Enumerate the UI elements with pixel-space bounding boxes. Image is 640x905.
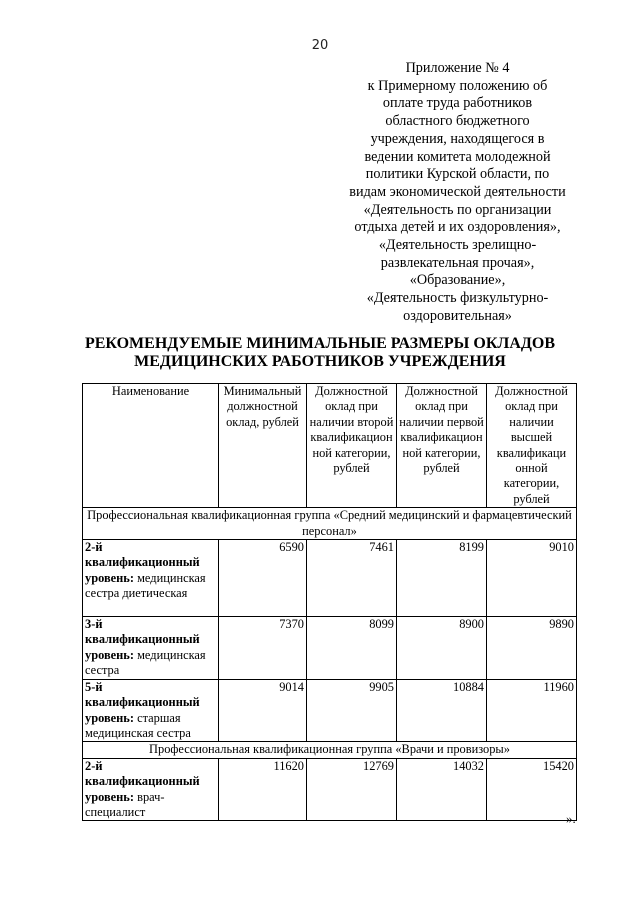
table-row [83, 617, 577, 680]
appendix-line: «Образование», [409, 272, 506, 289]
group-title: Профессиональная квалификационная группа «Средний медицинский и фармацевтический персонал» [83, 508, 577, 540]
appendix-line: оздоровительная» [403, 307, 512, 324]
column-header-first-category: Должностной оклад при наличии первой квалификацион ной категории, рублей [397, 384, 487, 508]
position-name: медицинская сестра диетическая [85, 570, 206, 601]
appendix-line: развлекательная прочая», [380, 254, 535, 271]
title-line: РЕКОМЕНДУЕМЫЕ МИНИМАЛЬНЫЕ РАЗМЕРЫ ОКЛАДОВ [84, 335, 556, 352]
value-cell: 11960 [487, 679, 577, 742]
qualification-cell [83, 540, 219, 617]
appendix-line: к Примерному положению об [367, 77, 548, 94]
table-row [83, 679, 577, 742]
salary-table [82, 383, 577, 821]
table-row [83, 540, 577, 617]
level-label: 2-й квалификационный уровень: [85, 758, 200, 804]
level-label: 5-й квалификационный уровень: [85, 679, 200, 725]
value-cell: 9010 [487, 540, 577, 617]
appendix-line: учреждения, находящегося в [370, 130, 545, 147]
appendix-line: ведении комитета молодежной [364, 148, 551, 165]
appendix-line: «Деятельность зрелищно- [378, 237, 537, 254]
closing-quote-mark: ». [566, 811, 576, 826]
appendix-line: «Деятельность по организации [363, 201, 552, 218]
column-header-min-salary: Минимальный должностной оклад, рублей [219, 384, 307, 508]
appendix-line: видам экономической деятельности [349, 183, 566, 200]
value-cell: 11620 [219, 758, 307, 821]
position-name: старшая медицинская сестра [85, 710, 191, 740]
value-cell: 8900 [397, 617, 487, 680]
value-cell: 9905 [307, 679, 397, 742]
appendix-line: «Деятельность физкультурно- [366, 290, 549, 307]
qualification-cell [83, 679, 219, 742]
group-title: Профессиональная квалификационная группа «Врачи и провизоры» [83, 742, 577, 758]
value-cell: 6590 [219, 540, 307, 617]
document-title [80, 335, 560, 371]
level-label: 3-й квалификационный уровень: [85, 617, 200, 662]
group-row [83, 508, 577, 540]
value-cell: 15420 [487, 758, 577, 821]
value-cell: 10884 [397, 679, 487, 742]
qualification-cell [83, 758, 219, 821]
position-name: медицинская сестра [85, 647, 206, 678]
value-cell: 8199 [397, 540, 487, 617]
qualification-cell [83, 617, 219, 680]
value-cell: 9890 [487, 617, 577, 680]
appendix-line: оплате труда работников [382, 95, 533, 112]
appendix-line: отдыха детей и их оздоровления», [354, 219, 561, 236]
level-label: 2-й квалификационный уровень: [85, 540, 200, 585]
position-name: врач-специалист [85, 789, 165, 819]
table-row [83, 758, 577, 821]
page-number: 20 [311, 38, 329, 53]
column-header-name: Наименование [83, 384, 219, 508]
value-cell: 12769 [307, 758, 397, 821]
appendix-line: областного бюджетного [385, 113, 530, 130]
value-cell: 9014 [219, 679, 307, 742]
value-cell: 7370 [219, 617, 307, 680]
value-cell: 14032 [397, 758, 487, 821]
table-header-row [83, 384, 577, 508]
appendix-line: политики Курской области, по [365, 166, 550, 183]
column-header-second-category: Должностной оклад при наличии второй квалификацион ной категории, рублей [307, 384, 397, 508]
column-header-highest-category: Должностной оклад при наличии высшей квалификаци онной категории, рублей [487, 384, 577, 508]
appendix-line: Приложение № 4 [405, 60, 510, 76]
value-cell: 8099 [307, 617, 397, 680]
group-row [83, 742, 577, 758]
appendix-heading [330, 60, 585, 326]
title-line: МЕДИЦИНСКИХ РАБОТНИКОВ УЧРЕЖДЕНИЯ [134, 353, 506, 370]
value-cell: 7461 [307, 540, 397, 617]
